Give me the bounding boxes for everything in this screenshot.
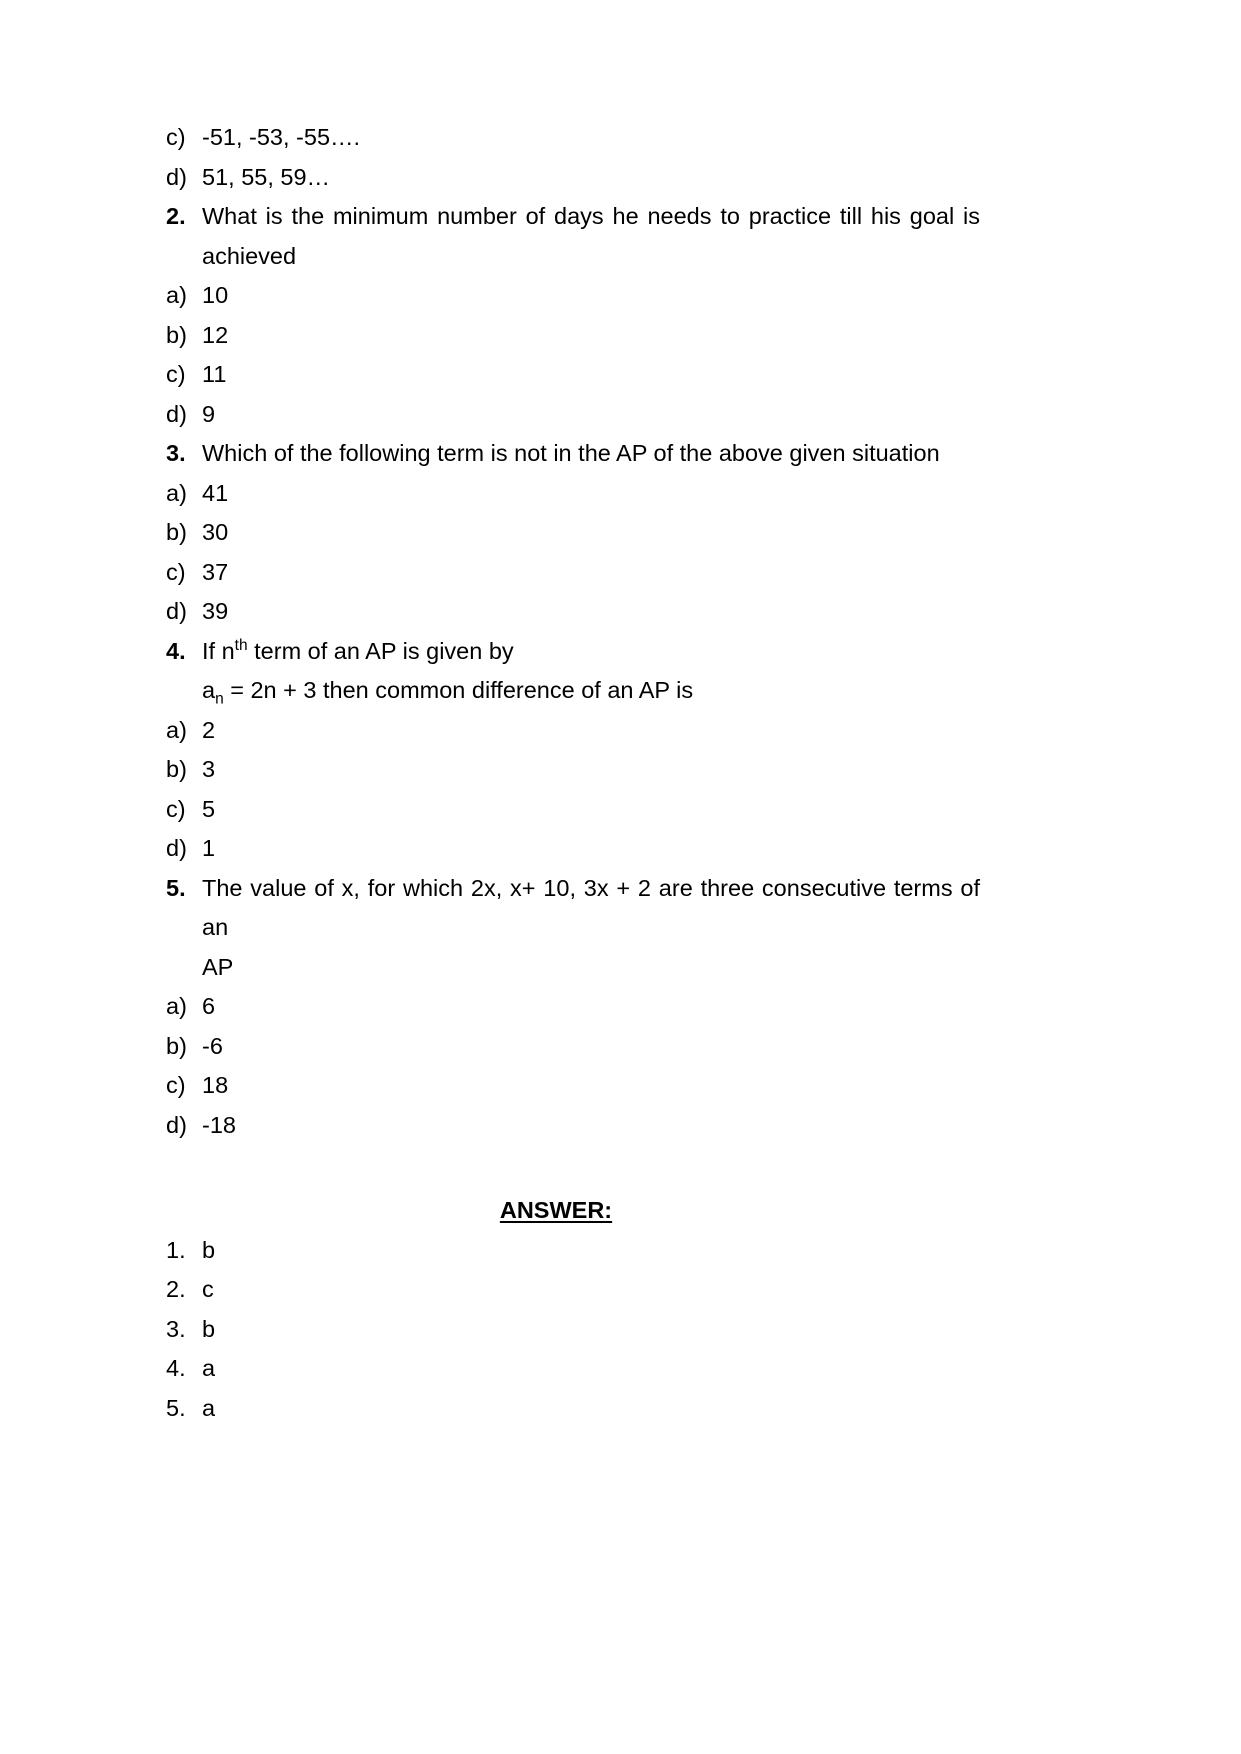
- option-text: 30: [202, 519, 229, 545]
- option-text: 18: [202, 1072, 229, 1098]
- list-item: [166, 355, 980, 395]
- list-item: [166, 790, 980, 830]
- option-marker: d): [166, 1111, 187, 1138]
- answer-heading-label: ANSWER:: [499, 1197, 613, 1223]
- option-text: 9: [202, 400, 216, 427]
- question-text-line-2: achieved: [202, 242, 297, 269]
- option-text: 1: [202, 835, 216, 861]
- list-item: [166, 118, 980, 158]
- formula-text: [202, 671, 980, 711]
- question-text-suffix: term of an AP is given by: [247, 637, 514, 664]
- formula-variable: a: [202, 677, 216, 703]
- option-text: 37: [202, 558, 229, 585]
- list-item: [166, 1106, 980, 1146]
- option-text: 12: [202, 321, 229, 348]
- option-marker: c): [166, 124, 186, 150]
- question-text: [202, 197, 980, 276]
- option-marker: c): [166, 1072, 186, 1098]
- option-text: 2: [202, 716, 216, 743]
- option-marker: b): [166, 756, 187, 782]
- option-text: 11: [202, 361, 227, 387]
- list-item: [166, 987, 980, 1027]
- index-subscript: n: [215, 690, 224, 708]
- option-marker: d): [166, 163, 187, 190]
- option-marker: d): [166, 835, 187, 861]
- answer-list-item: [166, 1389, 980, 1429]
- option-marker: d): [166, 400, 187, 427]
- formula-item: [166, 671, 980, 711]
- option-text: 6: [202, 993, 216, 1019]
- answer-number: 3.: [166, 1315, 186, 1342]
- option-text: -18: [202, 1111, 236, 1138]
- question-text-line-2: AP: [202, 953, 234, 980]
- option-marker: b): [166, 321, 187, 348]
- answer-number: 1.: [166, 1236, 186, 1263]
- option-marker: a): [166, 716, 187, 743]
- answer-number: 4.: [166, 1355, 186, 1381]
- page-content: [166, 118, 980, 1428]
- question-number: 2.: [166, 203, 186, 229]
- option-text: 10: [202, 282, 229, 308]
- option-text: 51, 55, 59…: [202, 163, 331, 190]
- list-item: [166, 474, 980, 514]
- list-item: [166, 750, 980, 790]
- option-text: 41: [202, 479, 229, 506]
- question-number: 5.: [166, 874, 186, 901]
- answer-number: 5.: [166, 1394, 186, 1421]
- list-item: [166, 316, 980, 356]
- option-text: 39: [202, 598, 229, 624]
- list-item: [166, 553, 980, 593]
- answer-number: 2.: [166, 1276, 186, 1302]
- option-text: -51, -53, -55….: [202, 124, 361, 150]
- question-item: [166, 869, 980, 988]
- section-spacer: [166, 1145, 980, 1191]
- question-text: [202, 632, 980, 672]
- ordinal-superscript: th: [234, 636, 248, 654]
- question-item: [166, 632, 980, 672]
- list-item: [166, 1027, 980, 1067]
- option-marker: b): [166, 519, 187, 545]
- question-item: [166, 434, 980, 474]
- option-marker: a): [166, 282, 187, 308]
- answer-list-item: [166, 1349, 980, 1389]
- list-item: [166, 276, 980, 316]
- option-marker: c): [166, 361, 186, 387]
- answer-list-item: [166, 1231, 980, 1271]
- question-number: 4.: [166, 637, 186, 664]
- question-number: 3.: [166, 440, 186, 466]
- answer-section-heading: [166, 1191, 980, 1231]
- option-text: 3: [202, 756, 216, 782]
- option-text: -6: [202, 1032, 223, 1059]
- list-item: [166, 158, 980, 198]
- formula-expression: = 2n + 3 then common difference of an AP is: [223, 677, 694, 703]
- option-text: 5: [202, 795, 216, 822]
- option-marker: c): [166, 795, 186, 822]
- answer-value: b: [202, 1236, 216, 1263]
- question-text-line-1: What is the minimum number of days he needs to practice till his goal is: [202, 203, 980, 229]
- question-text: Which of the following term is not in the AP of the above given situation: [202, 440, 940, 466]
- option-marker: a): [166, 993, 187, 1019]
- answer-value: a: [202, 1394, 216, 1421]
- option-marker: d): [166, 598, 187, 624]
- question-text-line-1: The value of x, for which 2x, x+ 10, 3x + 2 are three consecutive terms of an: [202, 874, 980, 940]
- list-item: [166, 592, 980, 632]
- answer-value: a: [202, 1355, 216, 1381]
- list-item: [166, 1066, 980, 1106]
- question-text-prefix: If n: [202, 637, 235, 664]
- option-marker: a): [166, 479, 187, 506]
- option-marker: c): [166, 558, 186, 585]
- answer-value: b: [202, 1315, 216, 1342]
- list-item: [166, 711, 980, 751]
- list-item: [166, 395, 980, 435]
- question-text: [202, 869, 980, 988]
- list-item: [166, 829, 980, 869]
- question-item: [166, 197, 980, 276]
- answer-value: c: [202, 1276, 214, 1302]
- answer-list-item: [166, 1310, 980, 1350]
- answer-list-item: [166, 1270, 980, 1310]
- option-marker: b): [166, 1032, 187, 1059]
- list-item: [166, 513, 980, 553]
